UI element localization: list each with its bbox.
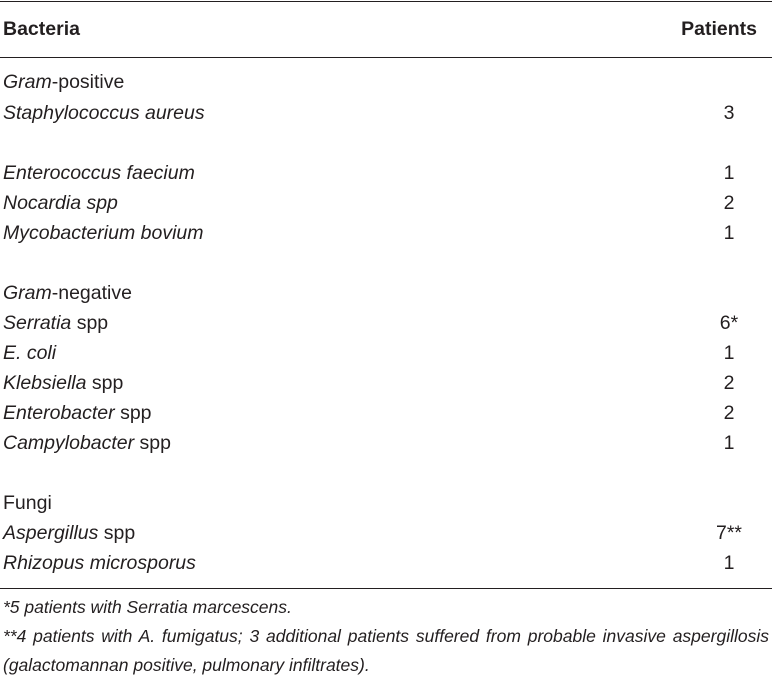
name-part: Rhizopus microsporus bbox=[3, 552, 196, 574]
header-rule bbox=[0, 57, 772, 58]
group-heading-row bbox=[0, 488, 772, 518]
group-heading bbox=[3, 488, 52, 518]
name-part: Mycobacterium bovium bbox=[3, 222, 204, 244]
bacteria-name bbox=[3, 368, 123, 398]
table-row bbox=[0, 158, 772, 188]
name-part: spp bbox=[134, 432, 171, 454]
name-part: Fungi bbox=[3, 492, 52, 514]
group-heading-row bbox=[0, 67, 772, 97]
patient-count: 1 bbox=[723, 342, 735, 364]
bacteria-name bbox=[3, 338, 56, 368]
patient-count: 3 bbox=[723, 102, 735, 124]
patient-count: 1 bbox=[723, 162, 735, 184]
bacteria-name bbox=[3, 98, 205, 128]
patient-count: 2 bbox=[723, 192, 735, 214]
table-row bbox=[0, 338, 772, 368]
table-header bbox=[0, 14, 772, 44]
patient-count: 7** bbox=[715, 522, 743, 544]
bacteria-name bbox=[3, 398, 152, 428]
header-bacteria: Bacteria bbox=[3, 18, 80, 40]
name-part: Campylobacter bbox=[3, 432, 135, 454]
group-heading-row bbox=[0, 278, 772, 308]
bacteria-name bbox=[3, 188, 118, 218]
name-part: Gram bbox=[3, 282, 52, 304]
table-row bbox=[0, 428, 772, 458]
table-row bbox=[0, 308, 772, 338]
table-row bbox=[0, 98, 772, 128]
name-part: Klebsiella bbox=[3, 372, 87, 394]
name-part: Staphylococcus aureus bbox=[3, 102, 205, 124]
table-row bbox=[0, 368, 772, 398]
patient-count: 1 bbox=[723, 432, 735, 454]
top-rule bbox=[0, 1, 772, 2]
patient-count: 1 bbox=[723, 552, 735, 574]
bacteria-name bbox=[3, 308, 108, 338]
name-part: -negative bbox=[51, 282, 132, 304]
bacteria-name bbox=[3, 158, 195, 188]
name-part: spp bbox=[71, 312, 109, 334]
patient-count: 1 bbox=[723, 222, 735, 244]
name-part: spp bbox=[86, 372, 124, 394]
name-part: Enterobacter bbox=[3, 402, 115, 424]
name-part: spp bbox=[98, 522, 136, 544]
name-part: Serratia bbox=[3, 312, 72, 334]
name-part: Enterococcus faecium bbox=[3, 162, 195, 184]
table-row bbox=[0, 398, 772, 428]
bacteria-name bbox=[3, 218, 203, 248]
patient-count: 6* bbox=[719, 312, 739, 334]
name-part: Nocardia spp bbox=[3, 192, 118, 214]
header-patients: Patients bbox=[681, 18, 757, 40]
footnote-2: **4 patients with A. fumigatus; 3 additional patients suffered from probable invasive aspergillosis (galactomannan positive, pulmonary infiltrates). bbox=[3, 626, 769, 675]
name-part: -positive bbox=[51, 71, 125, 93]
name-part: spp bbox=[114, 402, 152, 424]
table-row bbox=[0, 518, 772, 548]
name-part: Aspergillus bbox=[3, 522, 99, 544]
footnote-1: *5 patients with Serratia marcescens. bbox=[3, 597, 292, 617]
group-heading bbox=[3, 278, 132, 308]
table-row bbox=[0, 548, 772, 578]
patient-count: 2 bbox=[723, 372, 735, 394]
bacteria-name bbox=[3, 518, 135, 548]
name-part: Gram bbox=[3, 71, 52, 93]
bacteria-name bbox=[3, 548, 196, 578]
name-part: E. coli bbox=[3, 342, 57, 364]
table-row bbox=[0, 218, 772, 248]
bottom-rule bbox=[0, 588, 772, 589]
table-row bbox=[0, 188, 772, 218]
patient-count: 2 bbox=[723, 402, 735, 424]
bacteria-name bbox=[3, 428, 171, 458]
group-heading bbox=[3, 67, 124, 97]
